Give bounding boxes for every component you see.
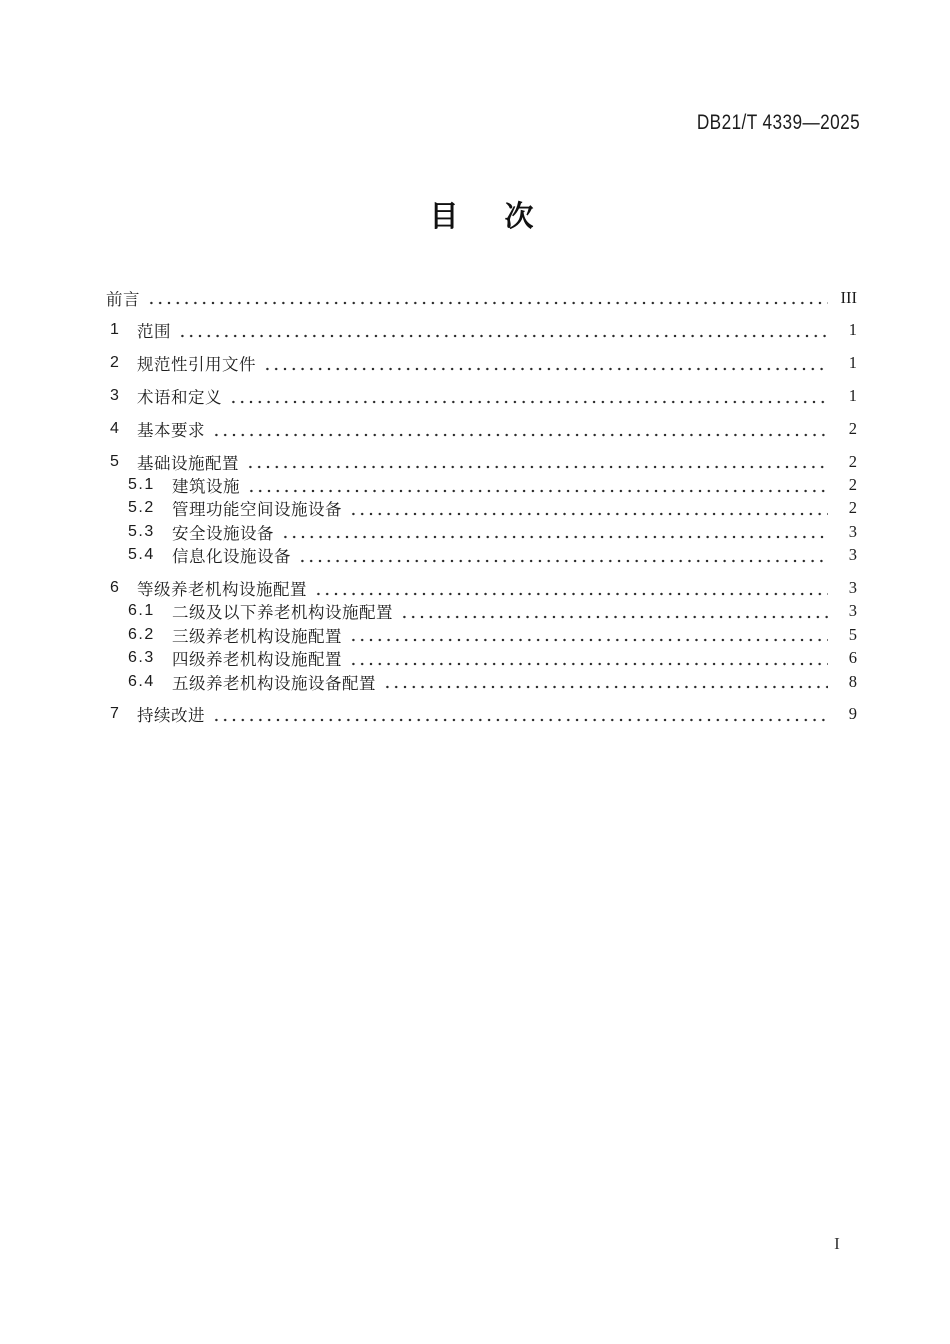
toc-entry[interactable] [106,703,857,726]
footer-page-number: I [834,1234,840,1253]
toc-entry-page: III [840,287,857,307]
toc-entry-page: 8 [848,671,857,691]
toc-entry-number: 5 [110,452,121,470]
toc-entry-page: 1 [848,386,857,406]
toc-entry-number: 6 [110,578,121,596]
toc-entry[interactable] [106,497,857,520]
toc-entry[interactable] [106,286,857,309]
toc-entry-number: 6.4 [128,672,155,690]
toc-entry-label: 五级养老机构设施设备配置 [172,673,376,693]
toc-entry[interactable] [106,417,857,440]
toc-dot-leader [247,473,828,496]
toc-entry-label: 管理功能空间设施设备 [172,500,342,520]
toc-entry-number: 1 [110,321,121,339]
standard-code-header: DB21/T 4339—2025 [696,111,860,134]
toc-entry-label: 基础设施配置 [137,453,239,473]
toc-entry-number: 5.3 [128,522,155,540]
toc-entry-label: 二级及以下养老机构设施配置 [172,603,393,623]
toc-entry-page: 3 [848,545,857,565]
toc-entry-page: 1 [848,353,857,373]
toc-entry[interactable] [106,623,857,646]
toc-entry-page: 3 [848,601,857,621]
toc-entry-label: 基本要求 [137,420,205,440]
toc-dot-leader [212,417,828,440]
toc-entry-page: 5 [848,624,857,644]
toc-entry-number: 5.2 [128,499,155,517]
toc-entry[interactable] [106,319,857,342]
toc-entry-page: 9 [848,704,857,724]
toc-list [106,286,857,726]
toc-entry-label: 三级养老机构设施配置 [172,626,342,646]
toc-dot-leader [178,319,828,342]
toc-entry-number: 7 [110,705,121,723]
toc-entry-number: 6.3 [128,649,155,667]
toc-dot-leader [246,450,828,473]
toc-entry[interactable] [106,576,857,599]
toc-entry-label: 安全设施设备 [172,523,274,543]
toc-title [106,201,857,233]
toc-entry-number: 4 [110,419,121,437]
toc-entry-label: 前言 [106,289,140,309]
toc-entry-page: 1 [848,320,857,340]
toc-entry[interactable] [106,670,857,693]
toc-dot-leader [383,670,828,693]
toc-entry-page: 2 [848,451,857,471]
toc-entry-label: 建筑设施 [172,477,240,496]
toc-dot-leader [298,543,828,566]
toc-entry-label: 范围 [137,322,171,342]
toc-entry-number: 2 [110,354,121,372]
toc-entry[interactable] [106,450,857,473]
toc-dot-leader [263,352,828,375]
toc-entry[interactable] [106,520,857,543]
toc-dot-leader [212,703,828,726]
toc-dot-leader [147,286,828,309]
toc-entry-label: 信息化设施设备 [172,547,291,567]
toc-entry-label: 术语和定义 [137,388,222,408]
toc-entry-label: 四级养老机构设施配置 [172,650,342,670]
toc-dot-leader [400,600,828,623]
toc-dot-leader [229,384,828,407]
toc-entry-page: 3 [848,577,857,597]
toc-dot-leader [281,520,828,543]
toc-entry-label: 持续改进 [137,706,205,726]
toc-dot-leader [314,576,828,599]
toc-entry-number: 5.4 [128,546,155,564]
toc-dot-leader [349,497,828,520]
toc-entry-label: 等级养老机构设施配置 [137,579,307,599]
toc-entry[interactable] [106,384,857,407]
toc-entry-number: 6.1 [128,602,155,620]
toc-title-char-2: 次 [504,201,534,233]
toc-title-char-1: 目 [429,201,459,233]
toc-entry-page: 2 [848,498,857,518]
toc-entry-number: 3 [110,387,121,405]
toc-entry-page: 2 [848,474,857,494]
toc-entry[interactable] [106,352,857,375]
toc-entry-page: 2 [848,418,857,438]
toc-entry[interactable] [106,543,857,566]
toc-entry-page: 6 [848,648,857,668]
toc-entry-label: 规范性引用文件 [137,355,256,375]
toc-entry-number: 5.1 [128,475,155,493]
toc-entry-number: 6.2 [128,625,155,643]
toc-entry-page: 3 [848,521,857,541]
toc-dot-leader [349,623,828,646]
toc-entry[interactable] [106,473,857,496]
toc-entry[interactable] [106,600,857,623]
toc-entry[interactable] [106,646,857,669]
toc-dot-leader [349,646,828,669]
